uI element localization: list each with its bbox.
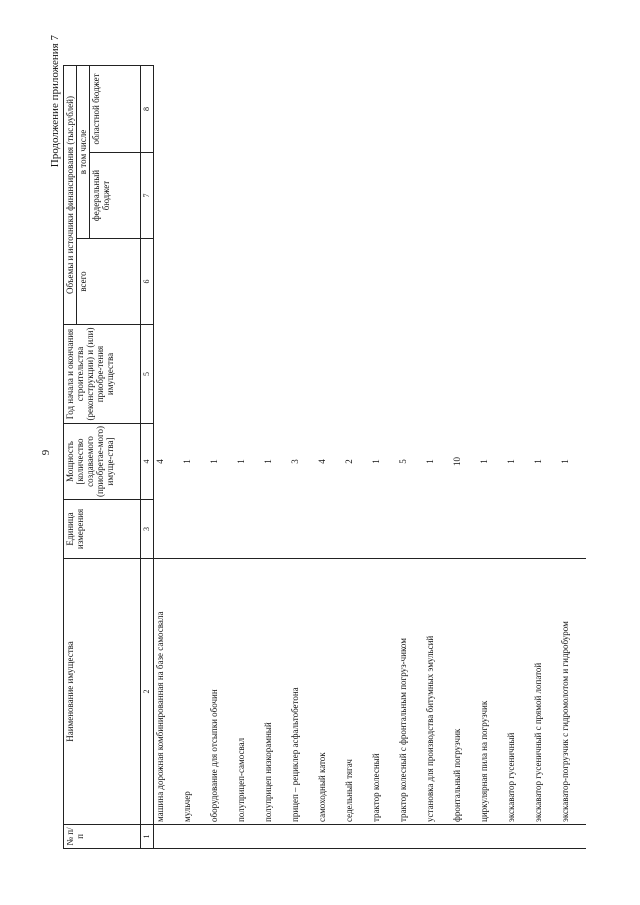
row-number-cell: [181, 825, 208, 849]
column-number: 8: [141, 65, 154, 152]
empty-cell: [559, 153, 586, 239]
table-row: [397, 65, 424, 848]
row-number-cell: [208, 825, 235, 849]
empty-cell: [478, 65, 505, 152]
empty-cell: [424, 500, 451, 559]
empty-cell: [181, 239, 208, 325]
header-funding: Объемы и источники финансирования (тыс.рублей): [64, 65, 77, 324]
empty-cell: [235, 325, 262, 424]
row-number-cell: [424, 825, 451, 849]
empty-cell: [154, 239, 182, 325]
header-number: № п/п: [64, 825, 141, 849]
empty-cell: [397, 153, 424, 239]
item-quantity: 4: [155, 459, 165, 464]
item-quantity: 1: [479, 459, 489, 464]
continuation-label: Продолжение приложения 7: [49, 35, 61, 168]
item-quantity: 1: [425, 459, 435, 464]
empty-cell: [370, 325, 397, 424]
empty-cell: [451, 500, 478, 559]
column-number: 4: [141, 424, 154, 500]
empty-cell: [154, 500, 182, 559]
empty-cell: [262, 239, 289, 325]
property-table: [63, 65, 586, 849]
item-name: циркулярная пила на погрузчик: [478, 559, 505, 825]
empty-cell: [397, 500, 424, 559]
item-name: фронтальный погрузчик: [451, 559, 478, 825]
empty-cell: [370, 65, 397, 152]
page-number: 9: [40, 449, 52, 456]
empty-cell: [532, 239, 559, 325]
row-number-cell: [262, 825, 289, 849]
row-number-cell: [397, 825, 424, 849]
empty-cell: [478, 239, 505, 325]
empty-cell: [289, 500, 316, 559]
empty-cell: [343, 239, 370, 325]
empty-cell: [397, 65, 424, 152]
header-total: всего: [77, 239, 141, 325]
header-federal: федеральный бюджет: [90, 153, 141, 239]
empty-cell: [478, 500, 505, 559]
header-including: в том числе: [77, 65, 90, 238]
item-quantity: 1: [560, 459, 570, 464]
table-row: [478, 65, 505, 848]
item-name: трактор колесный с фронтальным погруз-чиком: [397, 559, 424, 825]
empty-cell: [559, 239, 586, 325]
empty-cell: [343, 500, 370, 559]
empty-cell: [505, 325, 532, 424]
empty-cell: [478, 325, 505, 424]
table-body: [154, 65, 587, 848]
empty-cell: [397, 325, 424, 424]
empty-cell: [289, 239, 316, 325]
empty-cell: [397, 239, 424, 325]
empty-cell: [424, 65, 451, 152]
empty-cell: [424, 153, 451, 239]
header-name: Наименование имущества: [64, 559, 141, 825]
table-row: [505, 65, 532, 848]
row-number-cell: [235, 825, 262, 849]
row-number-cell: [451, 825, 478, 849]
item-name: трактор колесный: [370, 559, 397, 825]
column-number: 5: [141, 325, 154, 424]
empty-cell: [235, 500, 262, 559]
empty-cell: [154, 65, 182, 152]
item-quantity: 5: [398, 459, 408, 464]
empty-cell: [208, 239, 235, 325]
table-row: [451, 65, 478, 848]
empty-cell: [343, 325, 370, 424]
item-quantity: 1: [371, 459, 381, 464]
item-quantity: 4: [317, 459, 327, 464]
item-quantity: 1: [506, 459, 516, 464]
table-row: [289, 65, 316, 848]
empty-cell: [451, 65, 478, 152]
empty-cell: [289, 65, 316, 152]
empty-cell: [451, 239, 478, 325]
empty-cell: [343, 65, 370, 152]
empty-cell: [532, 153, 559, 239]
item-quantity: 2: [344, 459, 354, 464]
empty-cell: [559, 325, 586, 424]
empty-cell: [370, 500, 397, 559]
empty-cell: [370, 153, 397, 239]
column-number: 1: [141, 825, 154, 849]
item-name: оборудование для отсыпки обочин: [208, 559, 235, 825]
empty-cell: [451, 325, 478, 424]
empty-cell: [532, 500, 559, 559]
table-row: [370, 65, 397, 848]
empty-cell: [208, 500, 235, 559]
row-number-cell: [289, 825, 316, 849]
empty-cell: [289, 153, 316, 239]
empty-cell: [316, 65, 343, 152]
empty-cell: [154, 325, 182, 424]
empty-cell: [235, 65, 262, 152]
empty-cell: [505, 239, 532, 325]
row-number-cell: [559, 825, 586, 849]
row-number-cell: [532, 825, 559, 849]
item-name: седельный тягач: [343, 559, 370, 825]
item-name: установка для производства битумных эмульсий: [424, 559, 451, 825]
table-row: [316, 65, 343, 848]
empty-cell: [181, 153, 208, 239]
empty-cell: [235, 239, 262, 325]
empty-cell: [559, 65, 586, 152]
header-unit: Единица измерения: [64, 500, 141, 559]
empty-cell: [316, 239, 343, 325]
row-number-cell: [505, 825, 532, 849]
row-number-cell: [316, 825, 343, 849]
empty-cell: [262, 500, 289, 559]
row-number-cell: [154, 825, 182, 849]
empty-cell: [424, 325, 451, 424]
empty-cell: [451, 153, 478, 239]
empty-cell: [316, 153, 343, 239]
item-quantity: 1: [236, 459, 246, 464]
item-name: мульчер: [181, 559, 208, 825]
empty-cell: [505, 153, 532, 239]
header-regional: областной бюджет: [90, 65, 141, 152]
row-number-cell: [343, 825, 370, 849]
column-number-row: [141, 65, 154, 848]
empty-cell: [262, 153, 289, 239]
table-row: [208, 65, 235, 848]
item-quantity: 10: [452, 457, 462, 466]
empty-cell: [559, 500, 586, 559]
empty-cell: [235, 153, 262, 239]
empty-cell: [208, 153, 235, 239]
table-row: [532, 65, 559, 848]
empty-cell: [181, 325, 208, 424]
item-quantity: 1: [182, 459, 192, 464]
empty-cell: [505, 500, 532, 559]
column-number: 6: [141, 239, 154, 325]
empty-cell: [154, 153, 182, 239]
empty-cell: [505, 65, 532, 152]
table-row: [235, 65, 262, 848]
item-name: прицеп – рециклер асфальтобетона: [289, 559, 316, 825]
empty-cell: [370, 239, 397, 325]
item-quantity: 3: [290, 459, 300, 464]
column-number: 2: [141, 559, 154, 825]
empty-cell: [478, 153, 505, 239]
row-number-cell: [478, 825, 505, 849]
table-row: [262, 65, 289, 848]
item-name: полуприцеп низкорамный: [262, 559, 289, 825]
empty-cell: [262, 325, 289, 424]
table-row: [154, 65, 182, 848]
empty-cell: [208, 65, 235, 152]
item-name: экскаватор-погрузчик с гидромолотом и гидробуром: [559, 559, 586, 825]
empty-cell: [208, 325, 235, 424]
item-name: машина дорожная комбинированная на базе самосвала: [154, 559, 182, 825]
empty-cell: [532, 65, 559, 152]
item-quantity: 1: [533, 459, 543, 464]
header-year: Год начала и окончания строительства (реконструкции) и (или) приобре-тения имущества: [64, 325, 141, 424]
item-name: самоходный каток: [316, 559, 343, 825]
empty-cell: [532, 325, 559, 424]
column-number: 3: [141, 500, 154, 559]
empty-cell: [316, 500, 343, 559]
empty-cell: [289, 325, 316, 424]
empty-cell: [262, 65, 289, 152]
table-row: [343, 65, 370, 848]
empty-cell: [424, 239, 451, 325]
item-name: экскаватор гусеничный с прямой лопатой: [532, 559, 559, 825]
empty-cell: [343, 153, 370, 239]
row-number-cell: [370, 825, 397, 849]
column-number: 7: [141, 153, 154, 239]
item-name: экскаватор гусеничный: [505, 559, 532, 825]
item-quantity: 1: [209, 459, 219, 464]
empty-cell: [181, 65, 208, 152]
empty-cell: [316, 325, 343, 424]
table-row: [181, 65, 208, 848]
item-name: полуприцеп-самосвал: [235, 559, 262, 825]
header-capacity: Мощность [количество создаваемого (приобретае-мого) имуще-ства]: [64, 424, 141, 500]
item-quantity: 1: [263, 459, 273, 464]
table-row: [559, 65, 586, 848]
empty-cell: [181, 500, 208, 559]
table-row: [424, 65, 451, 848]
